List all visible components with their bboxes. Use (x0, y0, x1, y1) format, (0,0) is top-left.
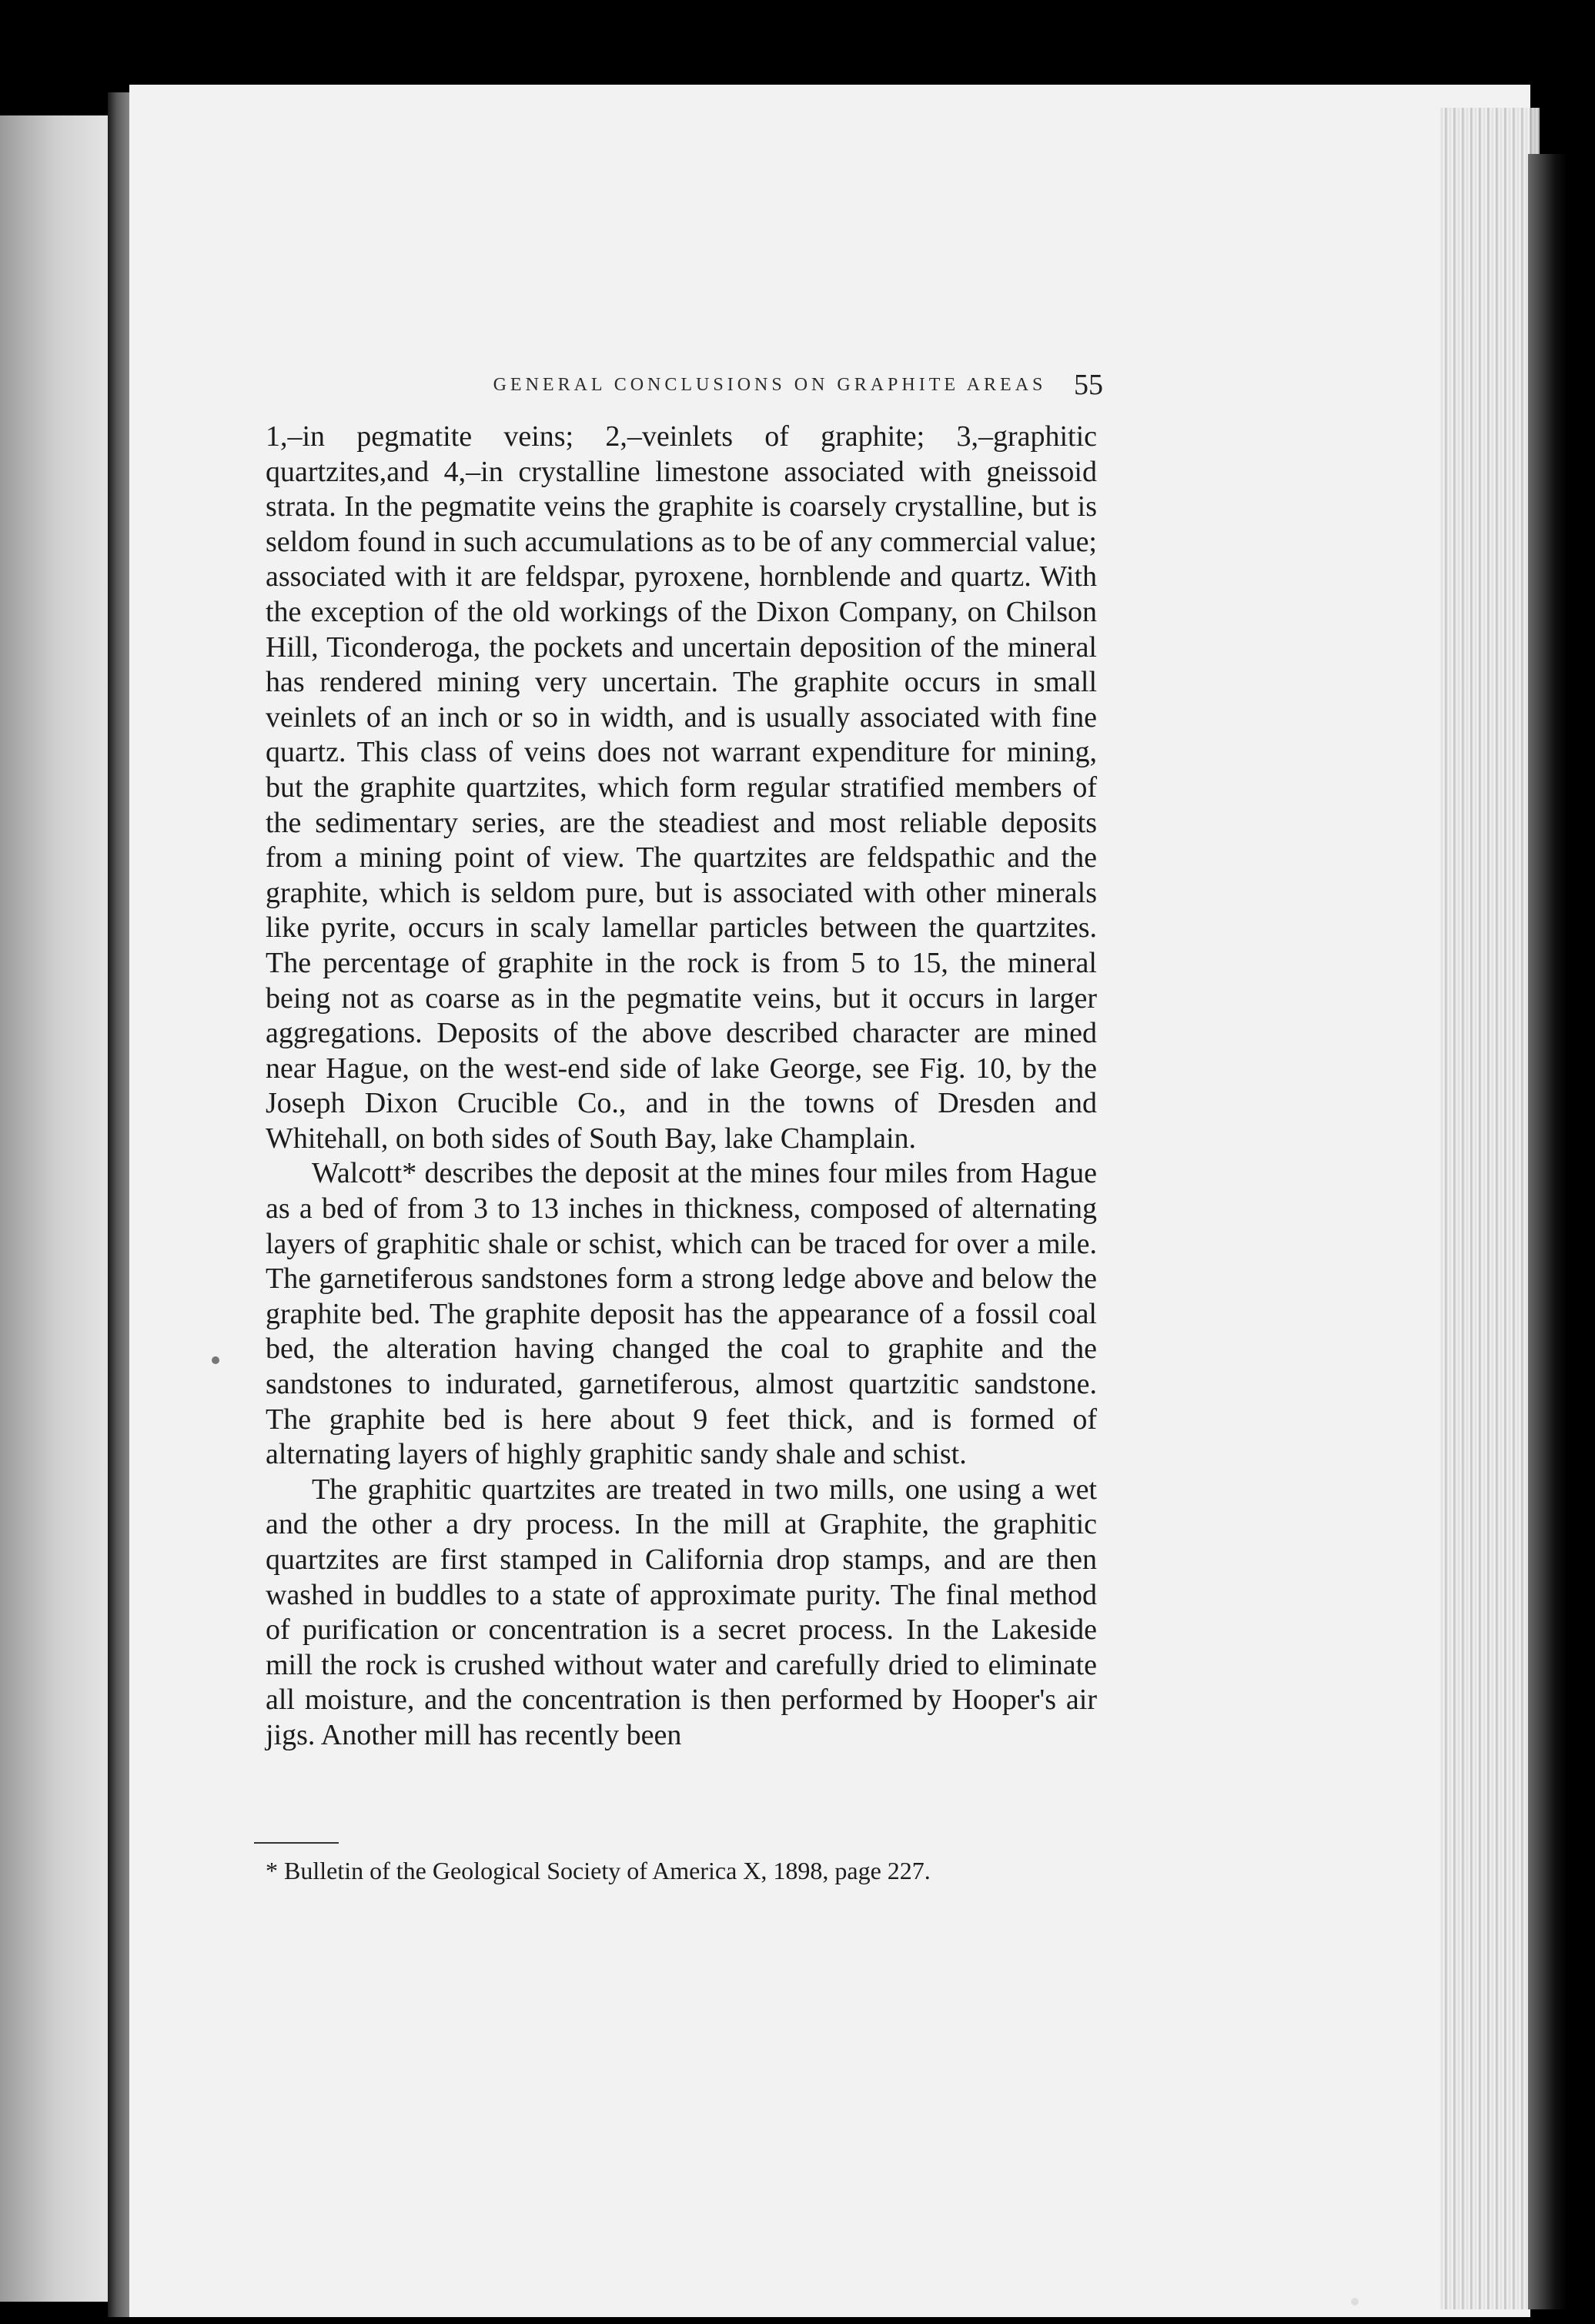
paragraph: 1,–in pegmatite veins; 2,–veinlets of graphite; 3,–graphitic quartzites,and 4,–in crystalline limestone associated with gneissoid strata. In the pegmatite veins the graphite is coarsely crystalline, but is seldom found in such accumulations as to be of any commercial value; associated with it are feldspar, pyroxene, hornblende and quartz. With the exception of the old workings of the Dixon Company, on Chilson Hill, Ticonderoga, the pockets and uncertain deposition of the mineral has rendered mining very uncertain. The graphite occurs in small veinlets of an inch or so in width, and is usually associated with fine quartz. This class of veins does not warrant expenditure for mining, but the graphite quartzites, which form regular stratified members of the sedimentary series, are the steadiest and most reliable deposits from a mining point of view. The quartzites are feldspathic and the graphite, which is seldom pure, but is associated with other minerals like pyrite, occurs in scaly lamellar particles between the quartzites. The percentage of graphite in the rock is from 5 to 15, the mineral being not as coarse as in the pegmatite veins, but it occurs in larger aggregations. Deposits of the above described character are mined near Hague, on the west-end side of lake George, see Fig. 10, by the Joseph Dixon Crucible Co., and in the towns of Dresden and Whitehall, on both sides of South Bay, lake Champlain. (266, 420, 1097, 1155)
footnote: * Bulletin of the Geological Society of America X, 1898, page 227. (266, 1857, 931, 1884)
footnote-rule (254, 1842, 339, 1844)
page-stack-edges (1440, 108, 1540, 2309)
scan-speck (212, 1356, 219, 1364)
scan-speck (1351, 2298, 1359, 2306)
page-stack-shadow (1528, 154, 1567, 2309)
facing-page-edge (0, 115, 123, 2302)
running-header: GENERAL CONCLUSIONS ON GRAPHITE AREAS (493, 374, 1047, 395)
book-gutter (108, 92, 131, 2317)
page-number: 55 (1074, 369, 1103, 401)
paragraph: Walcott* describes the deposit at the mines four miles from Hague as a bed of from 3 to 13 inches in thickness, composed of alternating layers of graphitic shale or schist, which can be traced for over a mile. The garnetiferous sandstones form a strong ledge above and below the graphite bed. The graphite deposit has the appearance of a fossil coal bed, the alteration having changed the coal to graphite and the sandstones to indurated, garnetiferous, almost quartzitic sandstone. The graphite bed is here about 9 feet thick, and is formed of alternating layers of highly graphitic sandy shale and schist. (266, 1157, 1097, 1471)
paragraph: The graphitic quartzites are treated in two mills, one using a wet and the other a dry process. In the mill at Graphite, the graphitic quartzites are first stamped in California drop stamps, and are then washed in buddles to a state of approximate purity. The final method of purification or concentration is a secret process. In the Lakeside mill the rock is crushed without water and carefully dried to eliminate all moisture, and the concentration is then performed by Hooper's air jigs. Another mill has recently been (266, 1473, 1097, 1751)
body-text (266, 420, 1097, 1754)
